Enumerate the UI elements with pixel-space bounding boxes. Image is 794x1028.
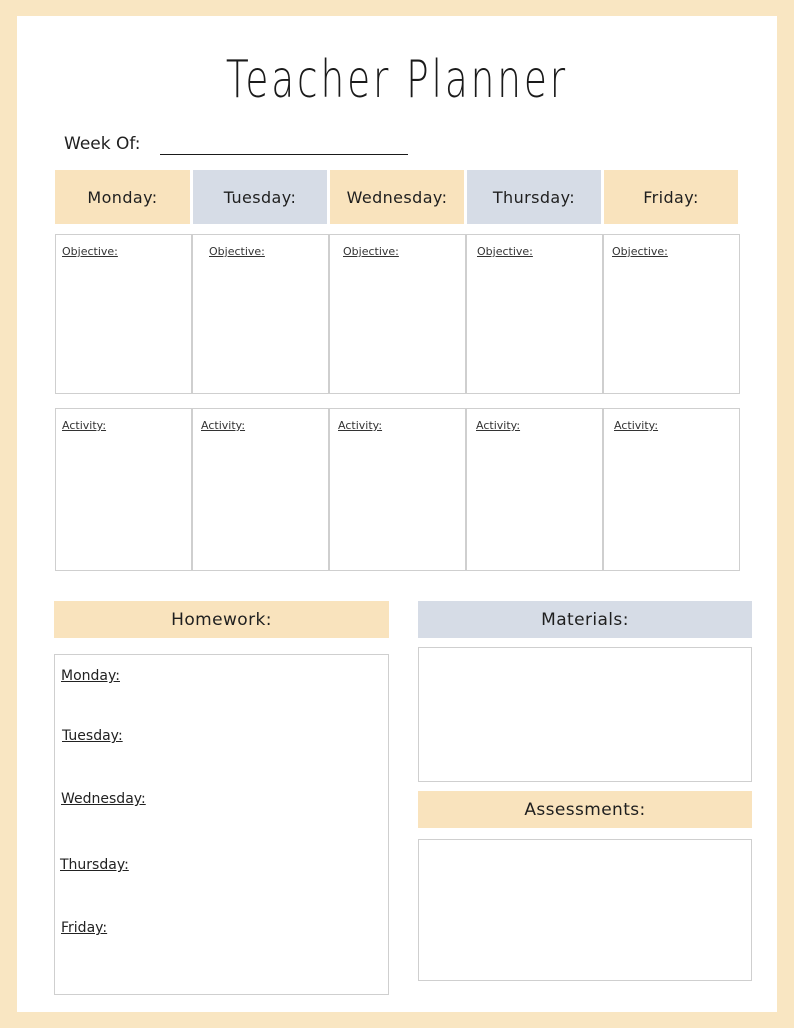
materials-header: Materials: [418,601,752,638]
objective-cell-monday[interactable] [55,234,192,394]
week-of-label: Week Of: [64,134,141,154]
homework-day-thursday: Thursday: [60,857,129,873]
week-of-field[interactable] [160,154,408,155]
objective-cell-thursday[interactable] [466,234,603,394]
activity-label: Activity: [614,419,659,432]
homework-header: Homework: [54,601,389,638]
homework-day-tuesday: Tuesday: [62,728,123,744]
objective-cell-wednesday[interactable] [329,234,466,394]
activity-cell-wednesday[interactable] [329,408,466,571]
activity-cell-tuesday[interactable] [192,408,329,571]
day-header-tuesday: Tuesday: [193,170,327,224]
activity-label: Activity: [338,419,383,432]
activity-label: Activity: [201,419,246,432]
objective-cell-tuesday[interactable] [192,234,329,394]
activity-cell-thursday[interactable] [466,408,603,571]
activity-label: Activity: [476,419,521,432]
objective-label: Objective: [343,245,399,258]
materials-box[interactable] [418,647,752,782]
homework-day-wednesday: Wednesday: [61,791,146,807]
homework-day-monday: Monday: [61,668,120,684]
homework-day-friday: Friday: [61,920,108,936]
assessments-header: Assessments: [418,791,752,828]
day-header-wednesday: Wednesday: [330,170,464,224]
activity-label: Activity: [62,419,107,432]
page-title: Teacher Planner [225,50,569,110]
day-header-monday: Monday: [55,170,190,224]
activity-cell-friday[interactable] [603,408,740,571]
objective-label: Objective: [477,245,533,258]
homework-box[interactable] [54,654,389,995]
objective-label: Objective: [62,245,118,258]
day-header-thursday: Thursday: [467,170,601,224]
assessments-box[interactable] [418,839,752,981]
objective-label: Objective: [612,245,668,258]
objective-label: Objective: [209,245,265,258]
day-header-friday: Friday: [604,170,738,224]
objective-cell-friday[interactable] [603,234,740,394]
activity-cell-monday[interactable] [55,408,192,571]
